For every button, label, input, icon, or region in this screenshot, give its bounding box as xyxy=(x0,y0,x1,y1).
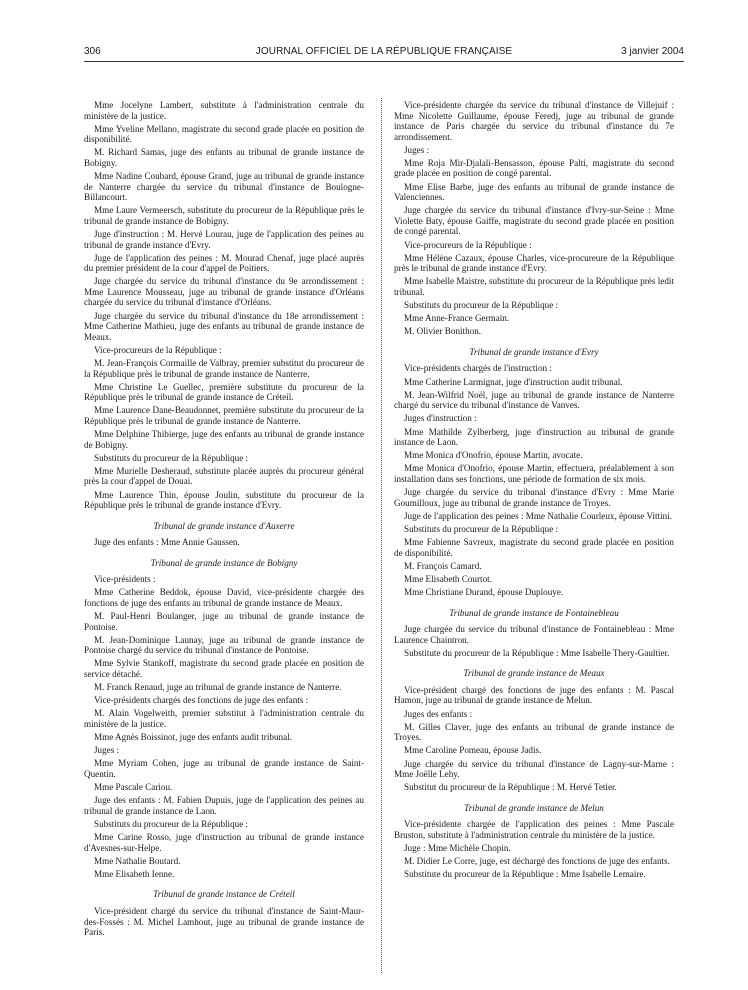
paragraph: Mme Mathilde Zylberberg, juge d'instruction au tribunal de grande instance de Laon. xyxy=(394,426,674,448)
paragraph: Mme Monica d'Onofrio, épouse Martin, effectuera, préalablement à son installation dans ses fonctions, une période de formation de six mois. xyxy=(394,463,674,484)
paragraph: Mme Elisabeth Courtot. xyxy=(404,573,492,584)
paragraph: Substitute du procureur de la République : Mme Isabelle Thery-Gaultier. xyxy=(404,647,670,658)
paragraph: Juge de l'application des peines : M. Mourad Chenaf, juge placé auprès du premier président de la cour d'appel de Poitiers. xyxy=(84,252,364,274)
page-header xyxy=(84,46,684,60)
section-heading: Tribunal de grande instance de Meaux xyxy=(463,668,605,679)
paragraph: M. François Camard. xyxy=(404,560,482,571)
paragraph: Mme Laurence Thin, épouse Joulin, substitute du procureur de la République près le tribunal de grande instance d'Evry. xyxy=(84,489,364,511)
paragraph: Mme Nadine Coubard, épouse Grand, juge au tribunal de grande instance de Nanterre chargée du service du tribunal d'instance de Boulogne-Billancourt. xyxy=(84,171,364,203)
paragraph: Mme Monica d'Onofrio, épouse Martin, avocate. xyxy=(404,450,583,461)
issue-date: 3 janvier 2004 xyxy=(621,46,684,57)
paragraph: Vice-présidents chargés de l'instruction : xyxy=(404,363,552,374)
paragraph: M. Gilles Claver, juge des enfants au tribunal de grande instance de Troyes. xyxy=(394,721,674,743)
paragraph: Substituts du procureur de la République : xyxy=(94,452,249,463)
paragraph: Mme Laure Vermeersch, substitute du procureur de la République près le tribunal de grande instance de Bobigny. xyxy=(84,205,364,226)
paragraph: M. Alain Vogelweith, premier substitut à l'administration centrale du ministère de la justice. xyxy=(84,708,364,729)
paragraph: Substituts du procureur de la République : xyxy=(404,523,559,534)
paragraph: Mme Carine Rosso, juge d'instruction au tribunal de grande instance d'Avesnes-sur-Helpe. xyxy=(84,832,364,853)
paragraph: Mme Delphine Thibierge, juge des enfants au tribunal de grande instance de Bobigny. xyxy=(84,429,364,450)
paragraph: Juge chargée du service du tribunal d'instance du 18e arrondissement : Mme Catherine Mathieu, juge des enfants au tribunal de grande instance de Meaux. xyxy=(84,310,364,342)
right-column xyxy=(394,100,674,880)
paragraph: M. Paul-Henri Boulanger, juge au tribunal de grande instance de Pontoise. xyxy=(84,611,364,632)
paragraph: Juges : xyxy=(404,144,430,155)
paragraph: Vice-présidente chargée de l'application des peines : Mme Pascale Bruston, substitute à l'administration centrale du ministère de la justice. xyxy=(394,819,674,840)
paragraph: Juge chargée du service du tribunal d'instance du 9e arrondissement : Mme Laurence Mousseau, juge au tribunal de grande instance d'Orléans chargée du service du tribunal d'instance d'Orléans. xyxy=(84,276,364,308)
paragraph: Juge chargée du service du tribunal d'instance de Lagny-sur-Marne : Mme Joëlle Lehy. xyxy=(394,758,674,780)
paragraph: Substituts du procureur de la République : xyxy=(94,818,249,829)
paragraph: Mme Pascale Cariou. xyxy=(94,782,173,793)
paragraph: Juges d'instruction : xyxy=(404,413,477,424)
paragraph: Mme Christine Le Guellec, première substitute du procureur de la République près le tribunal de grande instance de Créteil. xyxy=(84,381,364,403)
paragraph: Mme Christiane Durand, épouse Duplouye. xyxy=(404,586,564,597)
journal-title: JOURNAL OFFICIEL DE LA RÉPUBLIQUE FRANÇAISE xyxy=(255,46,513,57)
paragraph: Mme Laurence Dane-Beaudonnet, première substitute du procureur de la République près le tribunal de grande instance de Nanterre. xyxy=(84,405,364,426)
paragraph: Mme Fabienne Savreux, magistrate du second grade placée en position de disponibilité. xyxy=(394,537,674,558)
paragraph: Mme Elise Barbe, juge des enfants au tribunal de grande instance de Valenciennes. xyxy=(394,181,674,203)
paragraph: Juge : Mme Michèle Chopin. xyxy=(404,842,511,853)
section-heading: Tribunal de grande instance de Bobigny xyxy=(150,557,298,568)
paragraph: Juge chargée du service du tribunal d'instance d'Ivry-sur-Seine : Mme Violette Baty, épouse Gaiffe, magistrate du second grade placée en position de congé parental. xyxy=(394,205,674,237)
paragraph: Mme Yveline Mellano, magistrate du second grade placée en position de disponibilité. xyxy=(84,123,364,145)
paragraph: M. Didier Le Corre, juge, est déchargé des fonctions de juge des enfants. xyxy=(404,856,670,867)
paragraph: Juge chargée du service du tribunal d'instance de Fontainebleau : Mme Laurence Chaintron. xyxy=(394,624,674,645)
paragraph: Vice-président chargé du service du tribunal d'instance de Saint-Maur-des-Fossés : M. Michel Lamhout, juge au tribunal de grande instance de Paris. xyxy=(84,906,364,938)
paragraph: Mme Sylvie Stankoff, magistrate du second grade placée en position de service détaché. xyxy=(84,658,364,680)
section-heading: Tribunal de grande instance d'Auxerre xyxy=(153,520,295,531)
section-heading: Tribunal de grande instance d'Evry xyxy=(469,346,599,357)
paragraph: Mme Agnès Boissinot, juge des enfants audit tribunal. xyxy=(94,732,292,743)
paragraph: Juge d'instruction : M. Hervé Lourau, juge de l'application des peines au tribunal de grande instance d'Evry. xyxy=(84,228,364,250)
paragraph: Juges des enfants : xyxy=(404,708,473,719)
paragraph: Juges : xyxy=(94,745,120,756)
section-heading: Tribunal de grande instance de Créteil xyxy=(153,889,295,900)
paragraph: Mme Nathalie Boutard. xyxy=(94,855,181,866)
paragraph: Substitut du procureur de la République : M. Hervé Tetier. xyxy=(404,782,617,793)
paragraph: Mme Catherine Larmignat, juge d'instruction audit tribunal. xyxy=(404,376,623,387)
paragraph: Vice-président chargé des fonctions de juge des enfants : M. Pascal Hamon, juge au tribunal de grande instance de Melun. xyxy=(394,684,674,706)
paragraph: Mme Murielle Desheraud, substitute placée auprès du procureur général près la cour d'appel de Douai. xyxy=(84,465,364,487)
paragraph: Juge des enfants : Mme Annie Gaussen. xyxy=(94,537,240,548)
paragraph: M. Jean-Dominique Launay, juge au tribunal de grande instance de Pontoise chargé du service du tribunal d'instance de Pontoise. xyxy=(84,634,364,656)
paragraph: Juge chargée du service du tribunal d'instance d'Evry : Mme Marie Goumilloux, juge au tribunal de grande instance de Troyes. xyxy=(394,487,674,508)
paragraph: Vice-procureurs de la République : xyxy=(94,344,222,355)
paragraph: Mme Hélène Cazaux, épouse Charles, vice-procureure de la République près le tribunal de grande instance d'Evry. xyxy=(394,252,674,274)
page-number: 306 xyxy=(84,46,101,57)
paragraph: Mme Catherine Beddok, épouse David, vice-présidente chargée des fonctions de juge des enfants au tribunal de grande instance de Meaux. xyxy=(84,587,364,608)
paragraph: Substitute du procureur de la République : Mme Isabelle Lemaire. xyxy=(404,869,646,880)
section-heading: Tribunal de grande instance de Fontainebleau xyxy=(449,607,619,618)
paragraph: Mme Myriam Cohen, juge au tribunal de grande instance de Saint-Quentin. xyxy=(84,758,364,779)
paragraph: Mme Caroline Pomeau, épouse Jadis. xyxy=(404,745,542,756)
paragraph: M. Jean-François Cormaille de Valbray, premier substitut du procureur de la République près le tribunal de grande instance de Nanterre. xyxy=(84,357,364,379)
paragraph: Substituts du procureur de la République : xyxy=(404,300,559,311)
paragraph: Mme Elisabeth Ienne. xyxy=(94,868,175,879)
paragraph: Mme Isabelle Maistre, substitute du procureur de la République près ledit tribunal. xyxy=(394,276,674,297)
paragraph: M. Jean-Wilfrid Noël, juge au tribunal de grande instance de Nanterre chargé du service du tribunal d'instance de Vanves. xyxy=(394,389,674,411)
paragraph: Vice-présidente chargée du service du tribunal d'instance de Villejuif : Mme Nicolette Guillaume, épouse Feredj, juge au tribunal de grande instance de Paris chargée du service du tribunal d'instance du 7e arrondissement. xyxy=(394,100,674,142)
paragraph: Vice-procureurs de la République : xyxy=(404,239,532,250)
paragraph: Juge de l'application des peines : Mme Nathalie Courleux, épouse Vittini. xyxy=(404,510,673,521)
paragraph: Mme Roja Mir-Djalali-Bensasson, épouse Palti, magistrate du second grade placée en position de congé parental. xyxy=(394,157,674,179)
paragraph: M. Olivier Bonithon. xyxy=(404,326,482,337)
paragraph: M. Franck Renaud, juge au tribunal de grande instance de Nanterre. xyxy=(94,682,342,693)
left-column xyxy=(84,100,364,938)
paragraph: Vice-présidents : xyxy=(94,574,156,585)
paragraph: Mme Anne-France Germain. xyxy=(404,313,510,324)
header-rule xyxy=(84,61,684,62)
paragraph: Juge des enfants : M. Fabien Dupuis, juge de l'application des peines au tribunal de grande instance de Laon. xyxy=(84,795,364,816)
paragraph: Mme Jocelyne Lambert, substitute à l'administration centrale du ministère de la justice. xyxy=(84,100,364,121)
section-heading: Tribunal de grande instance de Melun xyxy=(464,802,604,813)
paragraph: M. Richard Samas, juge des enfants au tribunal de grande instance de Bobigny. xyxy=(84,147,364,168)
paragraph: Vice-présidents chargés des fonctions de juge des enfants : xyxy=(94,695,309,706)
column-separator xyxy=(381,98,382,973)
